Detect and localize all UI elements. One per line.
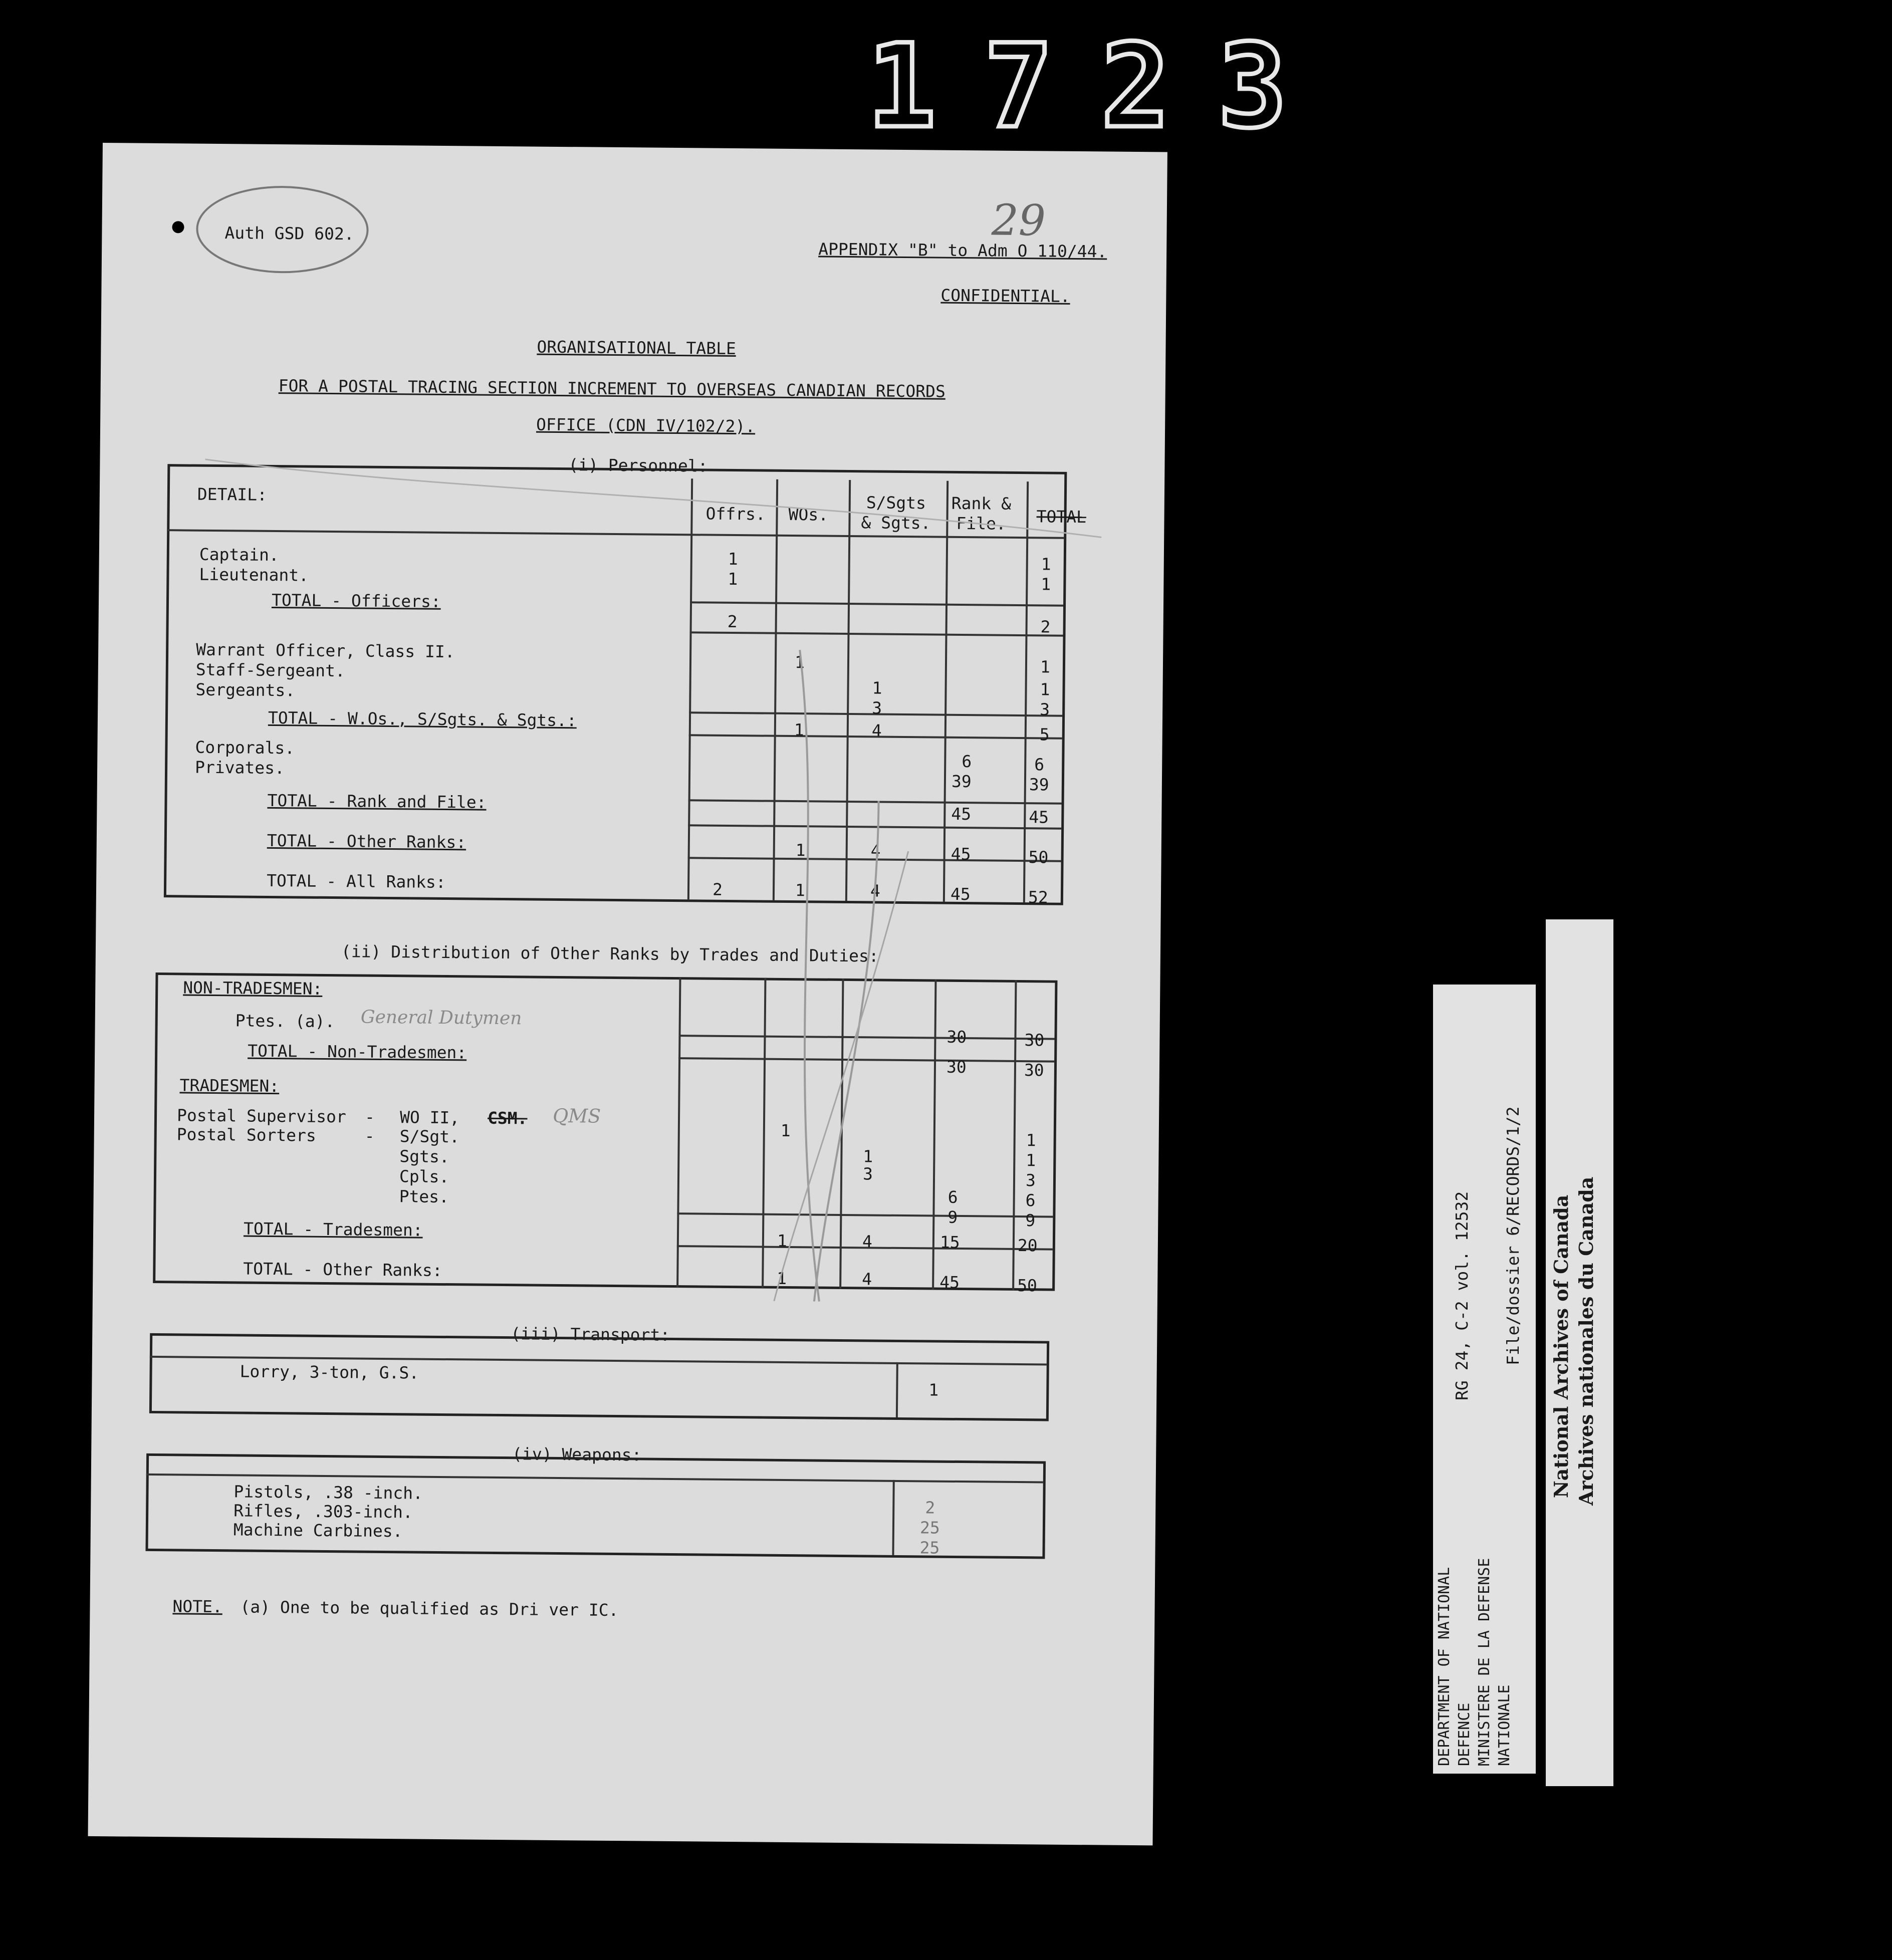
personnel-row: Corporals. 6 6 — [195, 737, 1045, 775]
label-dept-2: DEFENCE — [1456, 1702, 1473, 1766]
tradesmen-heading: TRADESMEN: — [179, 1075, 280, 1096]
personnel-row: Warrant Officer, Class II. 1 1 — [196, 639, 1050, 677]
col-detail-header: DETAIL: — [197, 484, 268, 505]
note-text: (a) One to be qualified as Dri ver IC. — [240, 1597, 619, 1620]
personnel-row: Privates. 39 39 — [194, 757, 1049, 795]
personnel-row: TOTAL - Officers: 2 2 — [271, 590, 1051, 637]
table-title: ORGANISATIONAL TABLE — [537, 337, 736, 359]
col-wos-header: WOs. — [788, 504, 829, 525]
archive-label-file — [1433, 985, 1536, 1774]
tt-total: 20 — [1017, 1236, 1038, 1256]
transport-item: Lorry, 3-ton, G.S. — [240, 1361, 419, 1383]
col-rank-header-2: File. — [956, 513, 1006, 534]
sgts-label: Sgts. — [399, 1146, 449, 1167]
personnel-row: TOTAL - Rank and File: 45 45 — [267, 790, 1049, 827]
weapons-pistols-qty: 2 — [925, 1498, 935, 1518]
label-national-archives-fr: Archives nationales du Canada — [1575, 1176, 1597, 1506]
tt-rank: 15 — [939, 1232, 960, 1253]
label-dept-3: MINISTERE DE LA DEFENSE — [1476, 1558, 1493, 1766]
transport-qty: 1 — [928, 1380, 939, 1400]
personnel-row: Sergeants. 3 3 — [195, 679, 1050, 719]
archive-label-canada — [1546, 919, 1613, 1786]
dash: - — [364, 1126, 375, 1146]
label-national-archives-en: National Archives of Canada — [1550, 1194, 1572, 1498]
ssgt-total-value: 1 — [1026, 1150, 1036, 1170]
personnel-row: TOTAL - Other Ranks: 1 4 45 50 — [267, 830, 1049, 867]
wo2-label: WO II, — [399, 1107, 460, 1128]
postal-supervisor-label: Postal Supervisor — [176, 1105, 346, 1127]
label-dept-4: NATIONALE — [1496, 1684, 1513, 1766]
col-rank-header-1: Rank & — [951, 493, 1012, 514]
label-rg-reference: RG 24, C-2 vol. 12532 — [1452, 1191, 1472, 1400]
page-number: 29 — [991, 195, 1046, 246]
total-non-tradesmen: TOTAL - Non-Tradesmen: — [248, 1041, 467, 1063]
sgts-sgts-value: 3 — [862, 1164, 873, 1184]
to-total: 50 — [1017, 1276, 1038, 1296]
personnel-row: TOTAL - All Ranks: 2 1 4 45 52 — [266, 870, 1048, 907]
ptes-rank-value: 9 — [948, 1207, 958, 1227]
ptes-label: Ptes. (a). — [235, 1011, 335, 1032]
col-ssgts-header-2: & Sgts. — [861, 513, 931, 533]
section-distribution-heading: (ii) Distribution of Other Ranks by Trades and Duties: — [341, 941, 879, 966]
ptes-handwritten-note: General Dutymen — [360, 1007, 522, 1029]
ptes-total: 30 — [1024, 1030, 1045, 1050]
cpls-total-value: 6 — [1025, 1190, 1036, 1210]
auth-reference: Auth GSD 602. — [224, 223, 354, 244]
postal-sorters-label: Postal Sorters — [176, 1124, 317, 1145]
total-other-ranks: TOTAL - Other Ranks: — [243, 1259, 442, 1280]
section-transport-heading: (iii) Transport: — [511, 1324, 670, 1345]
appendix-reference: APPENDIX "B" to Adm O 110/44. — [818, 239, 1107, 262]
total-non-total: 30 — [1024, 1060, 1044, 1080]
weapons-carbines: Machine Carbines. — [233, 1520, 403, 1541]
total-non-rank: 30 — [946, 1057, 967, 1077]
to-wos: 1 — [777, 1268, 787, 1288]
wo-total-value: 1 — [1026, 1130, 1036, 1150]
frame-number: 1723 — [867, 20, 1335, 154]
col-ssgts-header-1: S/Sgts — [866, 493, 926, 513]
personnel-row: Captain. 1 1 — [199, 544, 1051, 574]
cpls-label: Cpls. — [399, 1166, 449, 1187]
label-file-reference: File/dossier 6/RECORDS/1/2 — [1503, 1106, 1523, 1365]
to-rank: 45 — [939, 1272, 960, 1293]
ptes-total-value: 9 — [1025, 1210, 1036, 1231]
weapons-rifles-qty: 25 — [919, 1518, 940, 1538]
non-tradesmen-heading: NON-TRADESMEN: — [183, 977, 323, 999]
qms-handwritten: QMS — [552, 1104, 601, 1127]
ptes2-label: Ptes. — [399, 1186, 449, 1207]
weapons-carbines-qty: 25 — [919, 1538, 940, 1558]
table-subtitle-1: FOR A POSTAL TRACING SECTION INCREMENT TO OVERSEAS CANADIAN RECORDS — [278, 376, 946, 401]
document-sheet — [88, 143, 1167, 1845]
cpls-rank-value: 6 — [948, 1187, 958, 1207]
pencil-annotations — [88, 143, 1167, 1845]
ssgt-label: S/Sgt. — [399, 1126, 460, 1147]
section-weapons-heading: (iv) Weapons: — [512, 1444, 642, 1465]
tt-wos: 1 — [777, 1231, 787, 1251]
weapons-pistols: Pistols, .38 -inch. — [233, 1482, 423, 1503]
note-label: NOTE. — [172, 1596, 223, 1617]
section-personnel-heading: (i) Personnel: — [568, 455, 708, 476]
wo-wos-value: 1 — [780, 1120, 791, 1141]
total-tradesmen: TOTAL - Tradesmen: — [243, 1218, 423, 1240]
table-subtitle-2: OFFICE (CDN IV/102/2). — [536, 414, 756, 436]
dash: - — [364, 1107, 375, 1127]
classification: CONFIDENTIAL. — [940, 285, 1070, 306]
weapons-rifles: Rifles, .303-inch. — [233, 1501, 413, 1522]
col-total-header: TOTAL — [1036, 507, 1087, 527]
personnel-row: Staff-Sergeant. 1 1 — [195, 659, 1050, 699]
label-dept-1: DEPARTMENT OF NATIONAL — [1436, 1567, 1453, 1766]
personnel-row: Lieutenant. 1 1 — [199, 564, 1051, 594]
col-offrs-header: Offrs. — [705, 504, 766, 524]
personnel-row: TOTAL - W.Os., S/Sgts. & Sgts.: 1 4 5 — [268, 707, 1050, 745]
csm-label: CSM. — [487, 1108, 528, 1128]
ssgt-sgts-value: 1 — [863, 1146, 873, 1166]
sgts-total-value: 3 — [1025, 1170, 1036, 1190]
to-sgts: 4 — [862, 1269, 872, 1289]
ptes-rank: 30 — [947, 1027, 967, 1047]
tt-sgts: 4 — [862, 1232, 872, 1252]
